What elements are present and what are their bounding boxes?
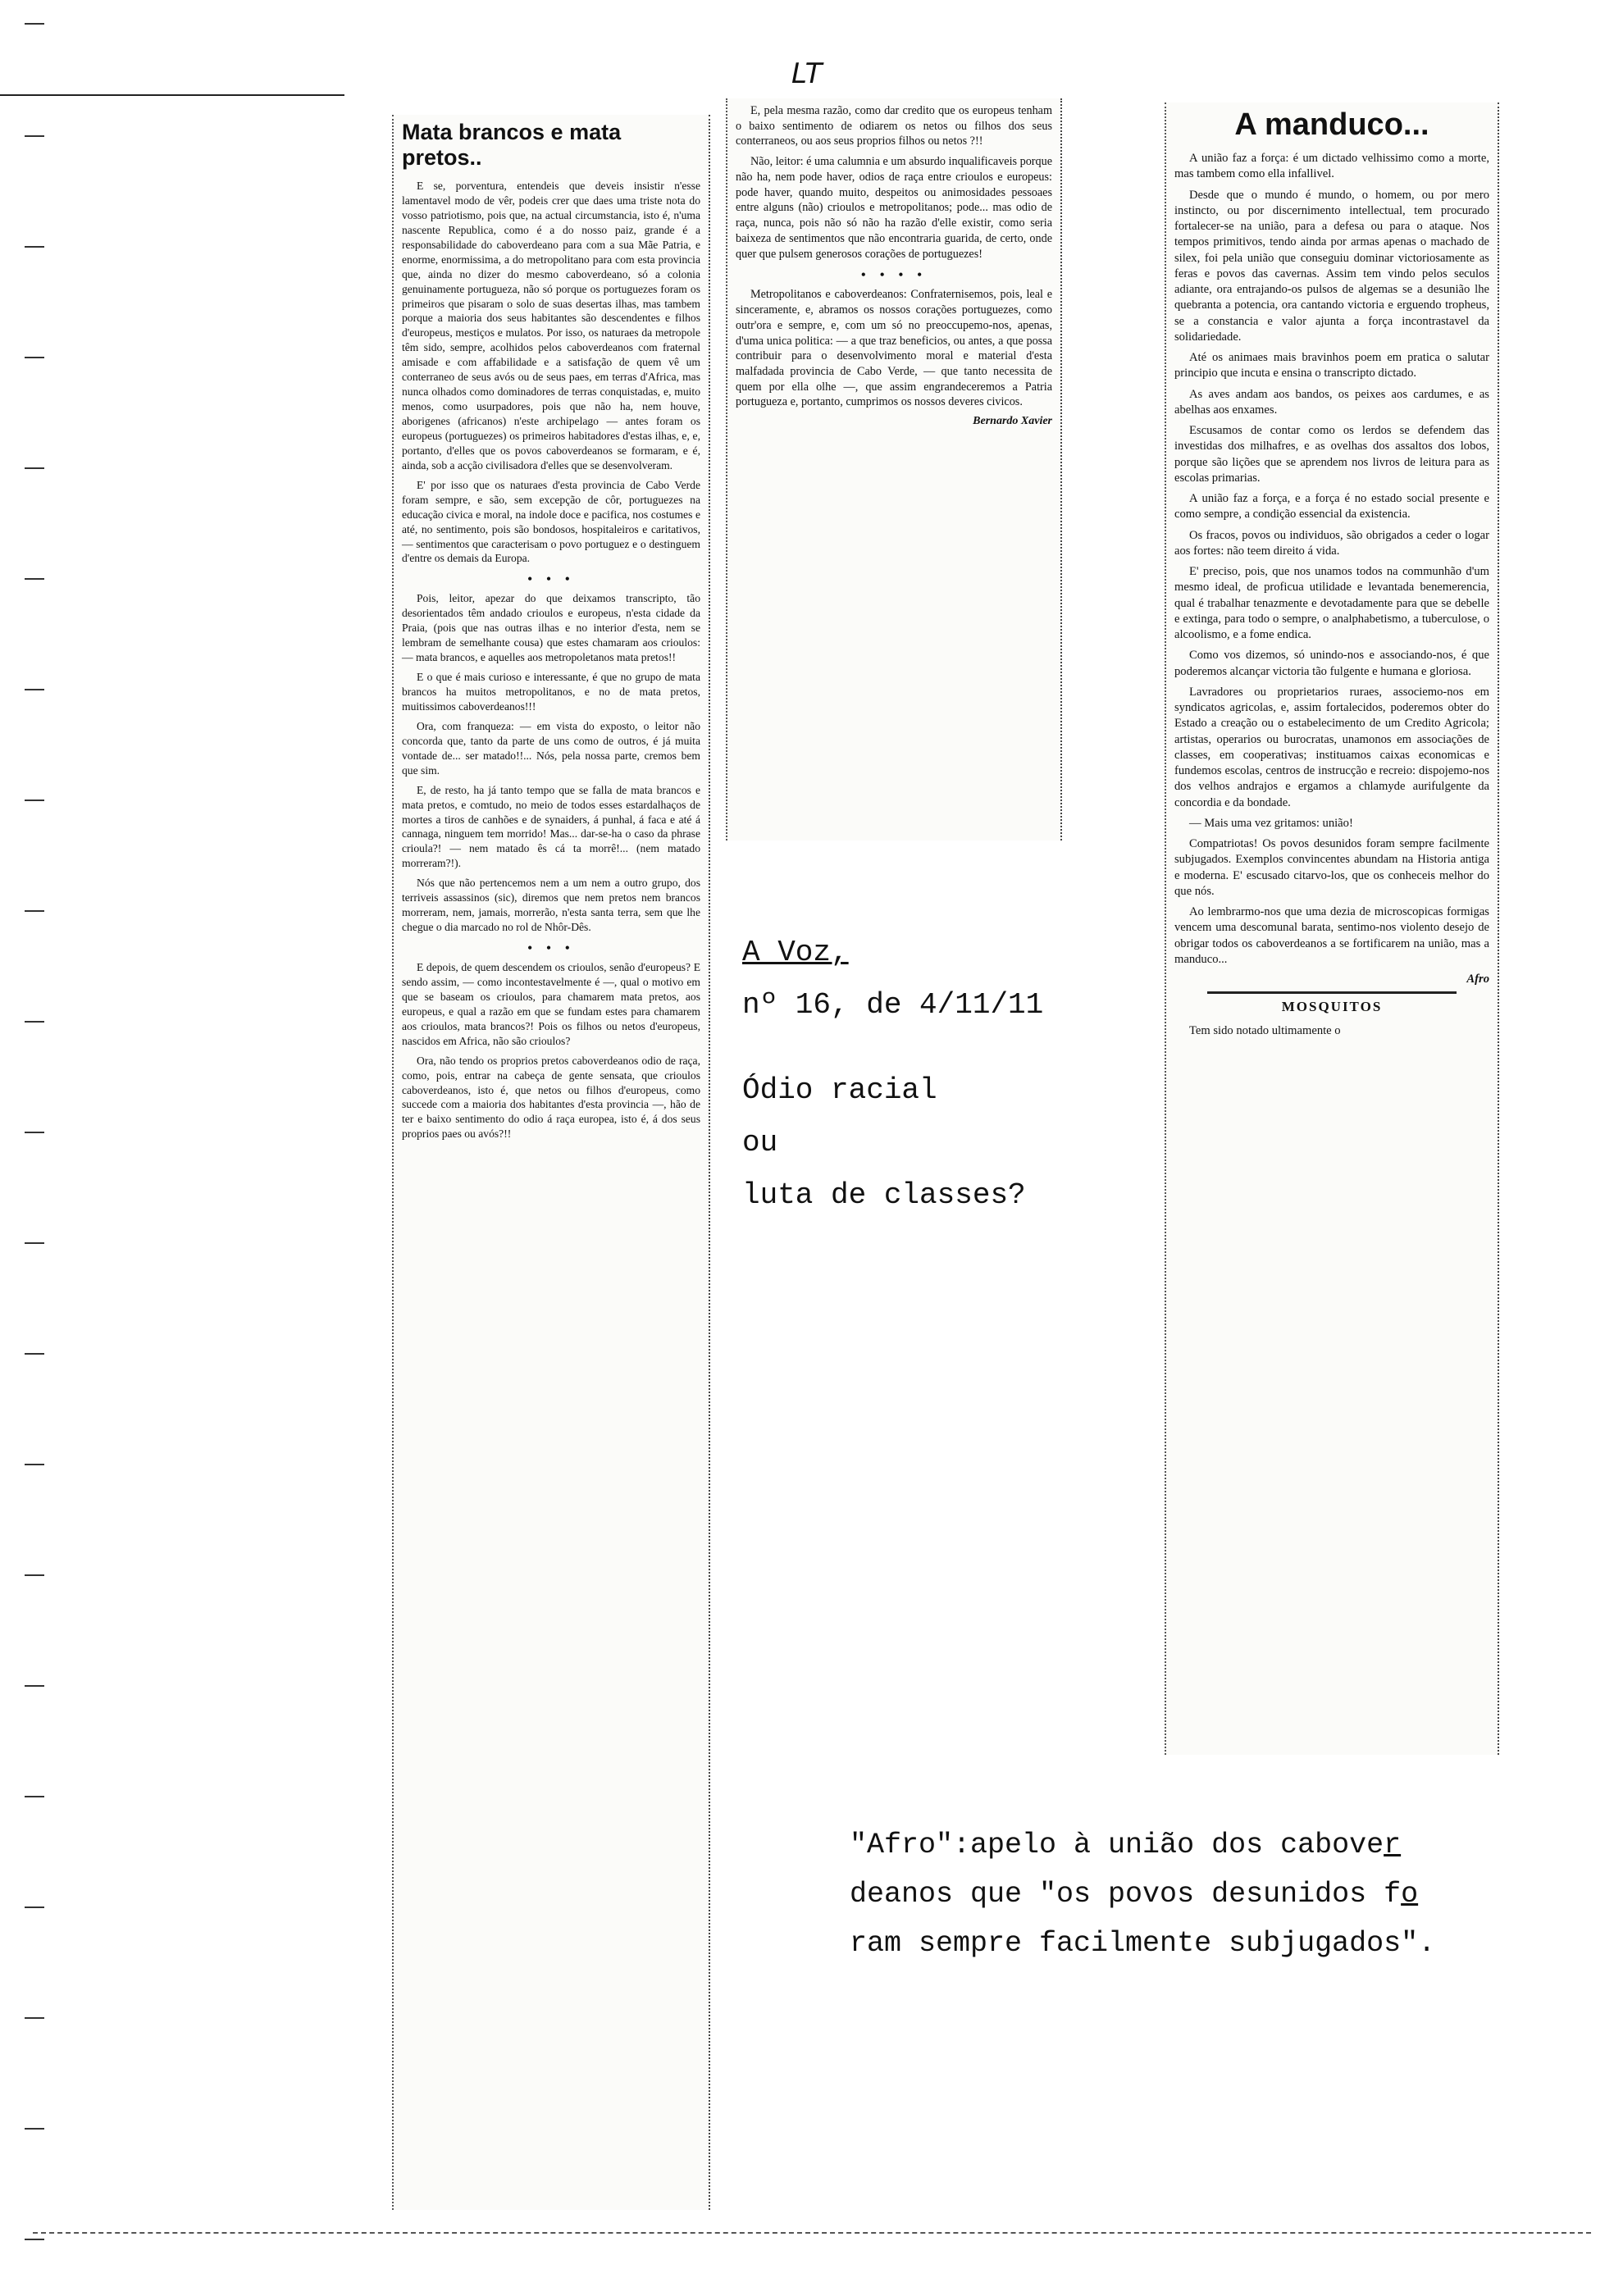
article1-paragraph: Ora, com franqueza: — em vista do exposto, o leitor não concorda que, tanto da parte de uns como de outros, é já muita vontade de... ser matado!!... Nós, pela nossa parte, cremos bem que sim. bbox=[402, 719, 700, 777]
article3-paragraph: Os fracos, povos ou individuos, são obrigados a ceder o logar aos fortes: não teem direito á vida. bbox=[1174, 528, 1489, 558]
caption-line: "Afro":apelo à união dos cabover bbox=[850, 1829, 1402, 1861]
headline-a-manduco: A manduco... bbox=[1234, 107, 1429, 142]
article2-body bbox=[736, 103, 1052, 428]
article1-paragraph: E o que é mais curioso e interessante, é que no grupo de mata brancos ha muitos metropolitanos, e no de mata pretos, muitissimos caboverdeanos!!! bbox=[402, 671, 700, 713]
clipping-continuation bbox=[726, 98, 1062, 840]
headline-mata-brancos: Mata brancos e mata pretos.. bbox=[402, 120, 622, 170]
article3-body bbox=[1174, 151, 1489, 1039]
next-article-heading: MOSQUITOS bbox=[1281, 999, 1383, 1014]
article2-paragraph: E, pela mesma razão, como dar credito que os europeus tenham o baixo sentimento de odiarem os netos ou filhos dos seus conterraneos, ou aos seus proprios filhos ou netos ?!! bbox=[736, 104, 1052, 148]
article3-paragraph: Ao lembrarmo-nos que uma dezia de microscopicas formigas vencem uma descomunal barata, sentimo-nos violento desejo de obrigar todos os caboverdeanos a se fortificarem na união, mas a manduco... bbox=[1174, 905, 1489, 966]
article3-paragraph: A união faz a força: é um dictado velhissimo como a morte, mas tambem como ella infallivel. bbox=[1174, 152, 1489, 181]
clipping-a-manduco bbox=[1165, 102, 1499, 1755]
article3-signature: Afro bbox=[1466, 973, 1489, 986]
article3-paragraph: Desde que o mundo é mundo, o homem, ou por mero instincto, ou por discernimento intellectual, tem procurado fortalecer-se na união, para a defesa ou para o ataque. Nos tempos primitivos, tendo ainda por armas apenas o machado de silex, foi pela união que conseguiu dominar victoriosamente as feras e povos das cavernas. Assim tem vindo pelos seculos adiante, ora entrajando-os pulsos de algemas se a desunião lhe quebranta a potencia, ora cantando victoria e erguendo tropheus, se a constancia e valor ajunta a força incontrastavel da solidariedade. bbox=[1174, 188, 1489, 344]
caption bbox=[850, 1820, 1435, 1968]
article1-paragraph: E' por isso que os naturaes d'esta provincia de Cabo Verde foram sempre, e são, sem excepção de côr, portuguezes na educação civica e moral, na indole doce e pacifica, nos costumes e até, no sentimento, pois são bondosos, hospitaleiros e caritativos, — sentimentos que caracterisam o povo portuguez e o destinguem d'entre os demais da Europa. bbox=[402, 478, 700, 565]
caption-line: deanos que "os povos desunidos fo bbox=[850, 1878, 1419, 1911]
article1-paragraph: E depois, de quem descendem os crioulos, senão d'europeus? E sendo assim, — como incontestavelmente é —, qual o motivo em que se baseam os crioulos, para chamarem mata pretos, aos europeus, e qual a razão em que se fundam estes para chamarem aos crioulos, mata brancos?! Pois os filhos ou netos d'europeus, nascidos em Africa, não são crioulos? bbox=[402, 961, 700, 1047]
source-issue: nº 16, de 4/11/11 bbox=[742, 988, 1044, 1022]
article1-paragraph: Nós que não pertencemos nem a um nem a outro grupo, dos terriveis assassinos (sic), diremos que nem pretos nem brancos morreram, nem, jamais, morrerão, n'esta santa terra, sem que lhe chegue o dia marcado no rol de Nhôr-Dês. bbox=[402, 877, 700, 934]
separator-dots: • • • • bbox=[860, 266, 928, 284]
source-title: A Voz, bbox=[742, 936, 849, 969]
clipping-mata-brancos bbox=[392, 115, 710, 2210]
archive-mark: LT bbox=[791, 57, 823, 90]
article3-paragraph: Lavradores ou proprietarios ruraes, associemo-nos em syndicatos agricolas, e, assim fortalecidos, poderemos obter do Estado a creação ou o estabelecimento de um Credito Agricola; artistas, operarios ou burocratas, unamonos em associações de classes, em cooperativas; instituamos caixas economicas e fundemos escolas, centros de instrucção e recreio: dispojemo-nos dos velhos andrajos e ergamos a chlamyde aurifulgente da concordia e da bondade. bbox=[1174, 685, 1489, 809]
caption-line: ram sempre facilmente subjugados". bbox=[850, 1927, 1436, 1960]
article2-paragraph: Não, leitor: é uma calumnia e um absurdo inqualificaveis porque não ha, nem pode haver, odios de raça entre crioulos e europeus: pode haver, quando muito, despeitos ou animosidades pessoaes entre alguns (não) crioulos e metropolitanos; pode... mas odio de raça, nunca, pois não só não ha razão d'elle existir, como seria baixeza de sentimentos que não encontraria guarida, de certo, onde quer que pulsem generosos corações de portuguezes! bbox=[736, 155, 1052, 261]
article3-paragraph: Como vos dizemos, só unindo-nos e associando-nos, é que poderemos alcançar victoria tão fulgente e humana e gloriosa. bbox=[1174, 649, 1489, 678]
divider bbox=[1207, 991, 1457, 994]
article3-paragraph: As aves andam aos bandos, os peixes aos cardumes, e as abelhas aos enxames. bbox=[1174, 387, 1489, 417]
article3-paragraph: Escusamos de contar como os lerdos se defendem das investidas dos milhafres, e as ovelhas dos assaltos dos lobos, porque são lições que se aprendem nos livros de leitura para as escolas primarias. bbox=[1174, 424, 1489, 485]
article1-paragraph: E se, porventura, entendeis que deveis insistir n'esse lamentavel modo de vêr, podeis crer que daes uma triste nota do vosso patriotismo, pois que, na actual circumstancia, isto é, n'uma nascente Republica, como é a do nosso paiz, grande é a responsabilidade do caboverdeano para com a sua Mãe Patria, e enorme, enormissima, a do metropolitano para com esta provincia que, ainda no dizer do mesmo caboverdeano, só a colonia genuinamente portugueza, não só porque os portuguezes foram os primeiros que pisaram o solo de suas desertas ilhas, mas tambem porque a maioria dos seus habitantes são descendentes e filhos d'europeus, mestiços e mulatos. Por isso, os naturaes da metropole têm sido, sempre, acolhidos pelos caboverdeanos com fraternal amisade e com affabilidade e a satisfação de quem vê um conterraneo de seus avós ou de seus paes, em terras d'Africa, mas nunca olhados como dominadores de terras conquistadas, e, muito menos, como usurpadores, pois que não ha, nem houve, aborigenes (africanos) n'este archipelago — antes foram os europeus (portuguezes) os primeiros habitadores d'estas ilhas, e, e, portanto, d'elles que os povos caboverdeanos se formaram, e é, ainda, sob a acção civilisadora d'elles que se desenvolveram. bbox=[402, 180, 700, 472]
bottom-dashed-rule bbox=[33, 2232, 1591, 2234]
separator-dots: • • • bbox=[527, 940, 575, 956]
article3-paragraph: — Mais uma vez gritamos: união! bbox=[1189, 816, 1353, 830]
next-article-line: Tem sido notado ultimamente o bbox=[1189, 1024, 1341, 1037]
theme-line: Ódio racial bbox=[742, 1073, 937, 1107]
article2-paragraph: Metropolitanos e caboverdeanos: Confraternisemos, pois, leal e sinceramente, e, abramos os nossos corações portuguezes, como outr'ora e sempre, e, com um só no preoccupemo-nos, apenas, d'uma unica politica: — a que traz beneficios, ou antes, a que possa contribuir para o desenvolvimento moral e material d'esta malfadada provincia de Cabo Verde, — que tanto necessita de quem por ella olhe —, que assim engrandeceremos a Patria portugueza e, portanto, cumprimos os nossos deveres civicos. bbox=[736, 288, 1052, 409]
article1-paragraph: E, de resto, ha já tanto tempo que se falla de mata brancos e mata pretos, e comtudo, no meio de todos esses estardalhaços de mortes a tiros de canhões e de synaiders, á punhal, á faca e até á cannaga, ninguem tem morrido! Mas... dar-se-ha o caso da phrase crioula?! — nem matado ês cá ta morrê!... (nem matado morreram?!). bbox=[402, 783, 700, 870]
article3-paragraph: Compatriotas! Os povos desunidos foram sempre facilmente subjugados. Exemplos convincentes abundam na Historia antiga e moderna. E' escusado citarvo-los, que os conheceis melhor do que nós. bbox=[1174, 837, 1489, 898]
top-rule bbox=[0, 94, 344, 96]
article1-paragraph: Pois, leitor, apezar do que deixamos transcripto, tão desorientados têm andado crioulos e europeus, n'esta cidade da Praia, (pois que nas outras ilhas e no interior d'esta, nem se lembram de semelhante cousa) que estes chamaram aos crioulos: — mata brancos, e aquelles aos metropoletanos mata pretos!! bbox=[402, 592, 700, 664]
article3-paragraph: A união faz a força, e a força é no estado social presente e como sempre, a condição essencial da existencia. bbox=[1174, 492, 1489, 522]
article2-signature: Bernardo Xavier bbox=[973, 415, 1052, 428]
theme-line: ou bbox=[742, 1126, 778, 1159]
article3-paragraph: E' preciso, pois, que nos unamos todos na communhão d'um mesmo ideal, de proficua utilidade e levantada benemerencia, qual é trabalhar tenazmente e devotadamente para que se debelle e extinga, para todo o sempre, o analphabetismo, a tuberculose, o alcoolismo, e a fome endica. bbox=[1174, 565, 1489, 641]
article1-paragraph: Ora, não tendo os proprios pretos caboverdeanos odio de raça, como, pois, entrar na cabeça de gente sensata, que crioulos caboverdeanos, isto é, que netos ou filhos d'europeus, como succede com a maioria dos habitantes d'esta provincia —, hão de ter e baixo sentimento do odio á raça europea, isto é, á dos seus proprios paes ou avós?!! bbox=[402, 1054, 700, 1141]
separator-dots: • • • bbox=[527, 571, 575, 588]
article1-body bbox=[402, 179, 700, 1141]
article3-paragraph: Até os animaes mais bravinhos poem em pratica o salutar principio que incuta e ensina o transcripto dictado. bbox=[1174, 351, 1489, 380]
theme-line: luta de classes? bbox=[742, 1178, 1026, 1212]
source-annotation bbox=[742, 927, 1043, 1222]
